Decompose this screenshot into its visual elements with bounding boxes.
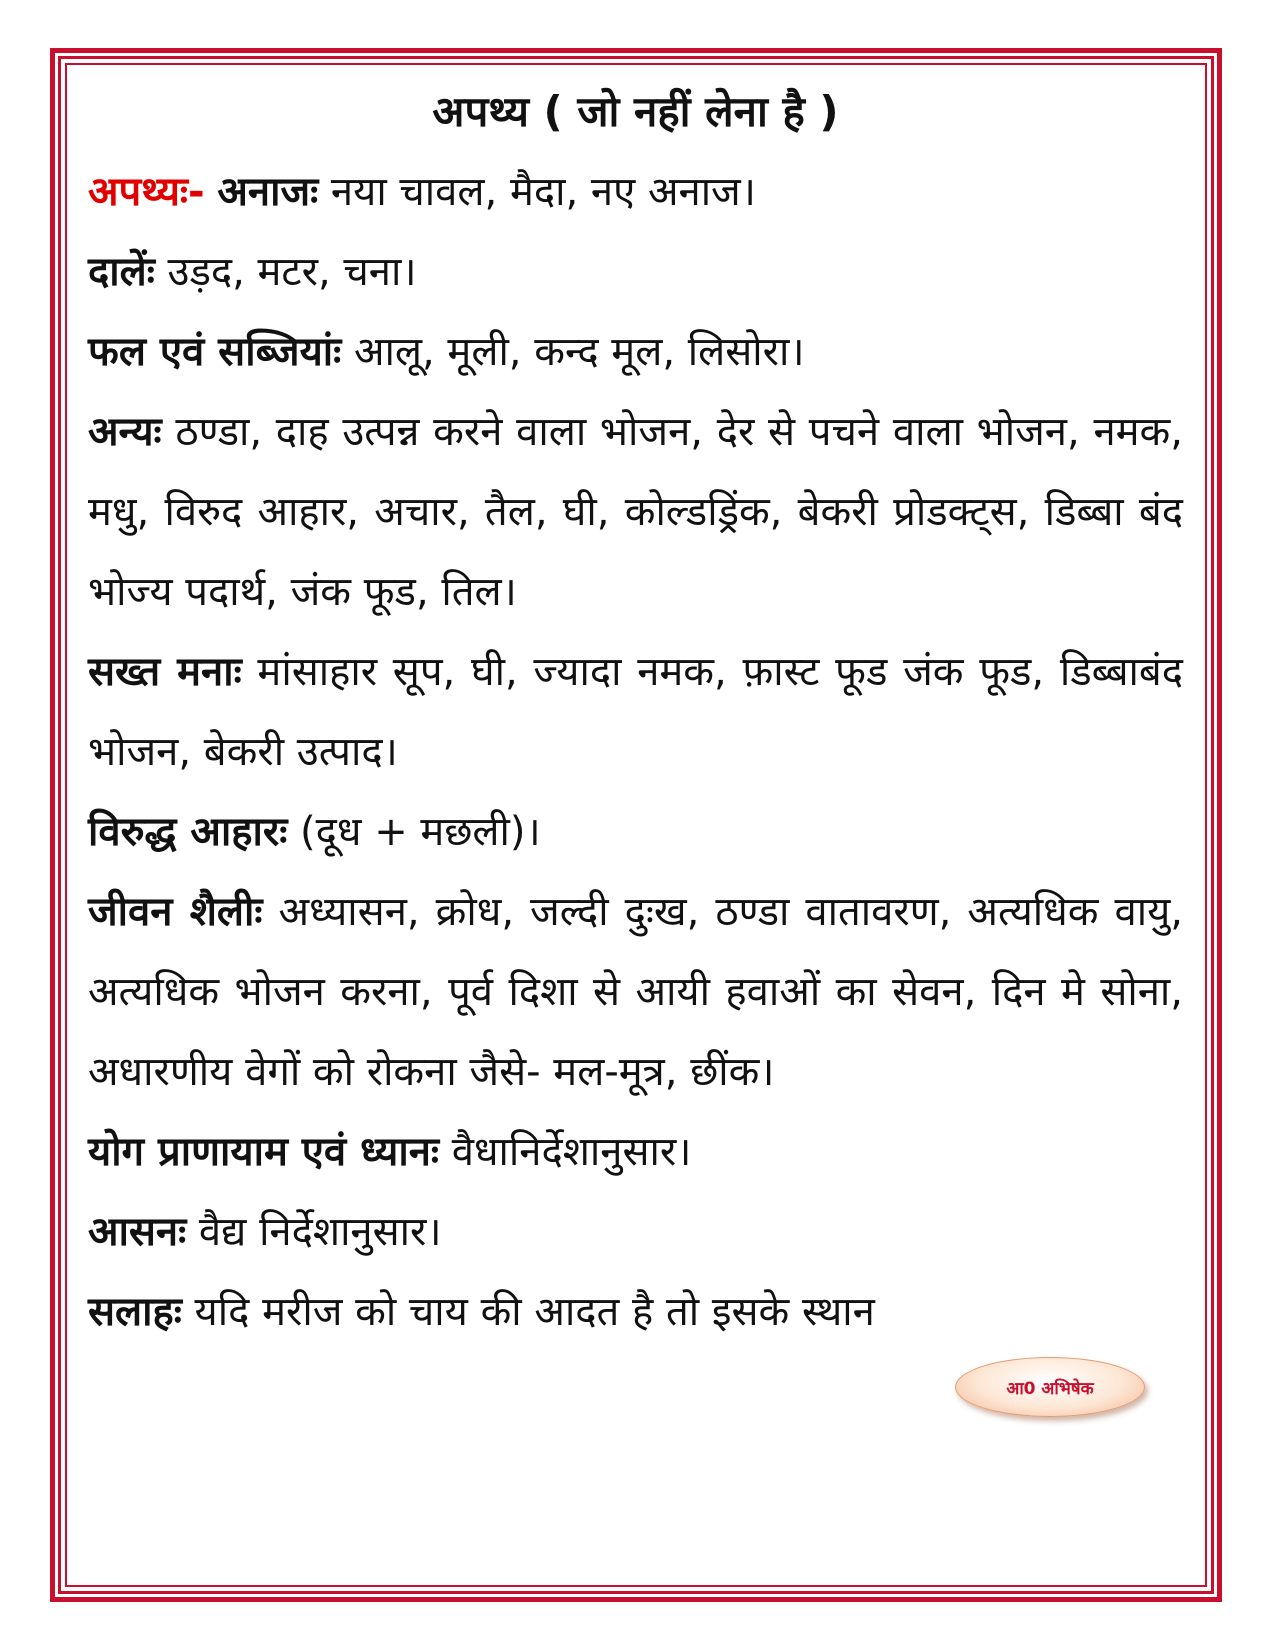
anya-label: अन्यः xyxy=(88,409,162,455)
daalen-label: दालेंः xyxy=(88,249,155,295)
sakht-text: मांसाहार सूप, घी, ज्यादा नमक, फ़ास्ट फूड जंक फूड, डिब्बाबंद भोजन, बेकरी उत्पाद। xyxy=(88,649,1183,775)
anaaj-label: अनाजः xyxy=(217,169,319,215)
phal-label: फल एवं सब्जियांः xyxy=(88,329,342,375)
jeevan-label: जीवन शैलीः xyxy=(88,889,263,935)
sakht-label: सख्त मनाः xyxy=(88,649,242,695)
jeevan-section xyxy=(88,872,1183,1112)
phal-text: आलू, मूली, कन्द मूल, लिसोरा। xyxy=(341,329,805,375)
sakht-section xyxy=(88,632,1183,792)
yog-section xyxy=(88,1112,1183,1192)
aasan-label: आसनः xyxy=(88,1209,187,1255)
author-badge xyxy=(955,1357,1145,1417)
jeevan-text: अध्यासन, क्रोध, जल्दी दुःख, ठण्डा वातावरण, अत्यधिक वायु, अत्यधिक भोजन करना, पूर्व दिशा से आयी हवाओं का सेवन, दिन मे सोना, अधारणीय वेगों को रोकना जैसे- मल-मूत्र, छींक। xyxy=(88,889,1183,1095)
apathya-section xyxy=(88,152,1183,232)
salaah-label: सलाहः xyxy=(88,1289,182,1335)
phal-section xyxy=(88,312,1183,392)
yog-text: वैधानिर्देशानुसार। xyxy=(438,1129,692,1175)
viruddh-text: (दूध + मछली)। xyxy=(287,809,541,855)
daalen-text: उड़द, मटर, चना। xyxy=(154,249,417,295)
salaah-text: यदि मरीज को चाय की आदत है तो इसके स्थान xyxy=(181,1289,875,1335)
aasan-text: वैद्य निर्देशानुसार। xyxy=(186,1209,442,1255)
page-title: अपथ्य ( जो नहीं लेना है ) xyxy=(432,87,839,136)
anaaj-text: नया चावल, मैदा, नए अनाज। xyxy=(318,169,756,215)
anya-section xyxy=(88,392,1183,632)
document-body xyxy=(88,72,1183,1352)
anya-text: ठण्डा, दाह उत्पन्न करने वाला भोजन, देर से पचने वाला भोजन, नमक, मधु, विरुद आहार, अचार, तैल, घी, कोल्डड्रिंक, बेकरी प्रोडक्ट्स, डिब्बा बंद भोज्य पदार्थ, जंक फूड, तिल। xyxy=(88,409,1183,615)
viruddh-section xyxy=(88,792,1183,872)
apathya-label: अपथ्यः- xyxy=(88,169,205,215)
viruddh-label: विरुद्ध आहारः xyxy=(88,809,288,855)
author-badge-text: आ0 अभिषेक xyxy=(1006,1378,1094,1399)
salaah-section xyxy=(88,1272,1183,1352)
daalen-section xyxy=(88,232,1183,312)
yog-label: योग प्राणायाम एवं ध्यानः xyxy=(88,1129,439,1175)
aasan-section xyxy=(88,1192,1183,1272)
